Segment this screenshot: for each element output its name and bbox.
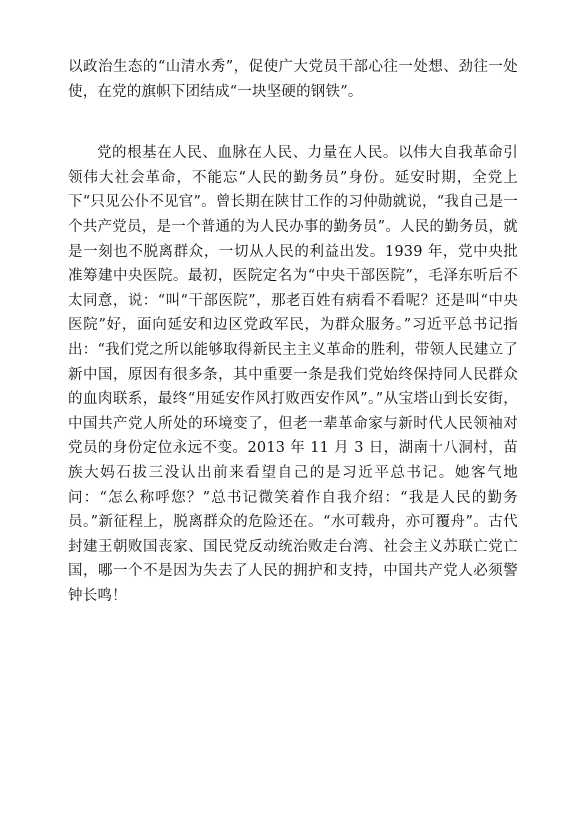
paragraph-2: 党的根基在人民、血脉在人民、力量在人民。以伟大自我革命引领伟大社会革命，不能忘“人民的勤务员”身份。延安时期，全党上下“只见公仆不见官”。曾长期在陕甘工作的习仲勋就说，“我自己是一个共产党员，是一个普通的为人民办事的勤务员”。人民的勤务员，就是一刻也不脱离群众，一切从人民的利益出发。1939 年，党中央批准筹建中央医院。最初，医院定名为“中央干部医院”，毛泽东听后不太同意，说：“叫“干部医院”，那老百姓有病看不看呢？还是叫“中央医院”好，面向延安和边区党政军民，为群众服务。”习近平总书记指出：“我们党之所以能够取得新民主主义革命的胜利，带领人民建立了新中国，原因有很多条，其中重要一条是我们党始终保持同人民群众的血肉联系，最终“用延安作风打败西安作风”。”从宝塔山到长安街，中国共产党人所处的环境变了，但老一辈革命家与新时代人民领袖对党员的身份定位永远不变。2013 年 11 月 3 日，湖南十八洞村，苗族大妈石拔三没认出前来看望自己的是习近平总书记。她客气地问：“怎么称呼您？”总书记微笑着作自我介绍：“我是人民的勤务员。”新征程上，脱离群众的危险还在。“水可载舟，亦可覆舟”。古代封建王朝败国丧家、国民党反动统治败走台湾、社会主义苏联亡党亡国，哪一个不是因为失去了人民的拥护和支持，中国共产党人必须警钟长鸣！ <box>68 145 518 604</box>
paragraph-1: 以政治生态的“山清水秀”，促使广大党员干部心往一处想、劲往一处使，在党的旗帜下团结成“一块坚硬的钢铁”。 <box>68 59 518 100</box>
